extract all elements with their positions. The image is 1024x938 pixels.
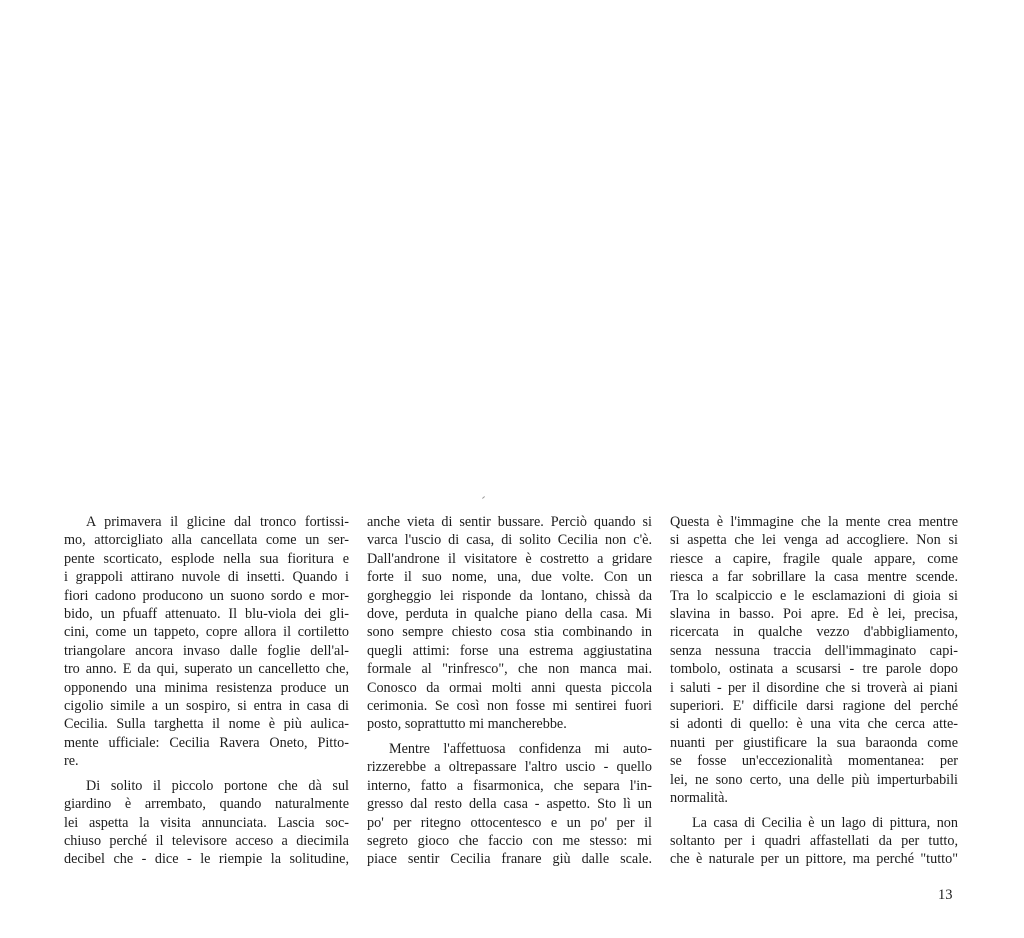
text-line: varca l'uscio di casa, di solito Cecilia non c'è. <box>367 532 652 549</box>
text-line: nuanti per giustificare la sua baraonda come <box>670 734 958 751</box>
text-line: posto, soprattutto mi mancherebbe. <box>367 716 567 733</box>
text-line: re. <box>64 753 79 770</box>
text-line: Di solito il piccolo portone che dà sul <box>86 777 349 794</box>
text-line: lei, ne sono certo, una delle più imperturbabili <box>670 771 958 788</box>
text-line: segreto gioco che faccio con me stesso: mi <box>367 832 652 849</box>
text-column-1 <box>64 513 349 869</box>
text-line: lei aspetta la visita annunciata. Lascia soc- <box>64 814 349 831</box>
text-line: mente ufficiale: Cecilia Ravera Oneto, Pitto- <box>64 734 349 751</box>
text-line: cigolio simile a un sospiro, si entra in casa di <box>64 698 349 715</box>
text-line: soltanto per i quadri affastellati da per tutto, <box>670 832 958 849</box>
text-line: Dall'androne il visitatore è costretto a gridare <box>367 550 652 567</box>
text-line: fiori cadono producono un suono sordo e mor- <box>64 587 349 604</box>
text-line: chiuso perché il televisore acceso a diecimila <box>64 832 349 849</box>
text-line: pente scorticato, esplode nella sua fioritura e <box>64 550 349 567</box>
text-line: triangolare ancora invaso dalle foglie dell'al- <box>64 642 349 659</box>
text-line: piace sentir Cecilia franare giù dalle scale. <box>367 851 652 868</box>
text-line: tombolo, ostinata a scusarsi - tre parole dopo <box>670 661 958 678</box>
text-column-3 <box>670 513 958 869</box>
text-line: po' per ritegno ottocentesco e un po' per il <box>367 814 652 831</box>
text-line: sono sempre chiesto cosa stia combinando in <box>367 624 652 641</box>
text-line: ricercata in qualche vezzo d'abbigliamento, <box>670 624 958 641</box>
text-line: forte il suo nome, una, due volte. Con un <box>367 569 652 586</box>
text-line: Cecilia. Sulla targhetta il nome è più aulica- <box>64 716 349 733</box>
text-line: opponendo una minima resistenza produce un <box>64 679 349 696</box>
scan-speck <box>482 496 485 499</box>
text-line: gorgheggio lei risponde da lontano, chissà da <box>367 587 652 604</box>
text-line: riesca a far sobrillare la casa mentre scende. <box>670 569 958 586</box>
text-column-2 <box>367 513 652 869</box>
text-line: si aspetta che lei venga ad accogliere. Non si <box>670 532 958 549</box>
text-line: i grappoli attirano nuvole di insetti. Quando i <box>64 569 349 586</box>
text-line: anche vieta di sentir bussare. Perciò quando si <box>367 514 652 530</box>
text-line: Conosco da ormai molti anni questa piccola <box>367 679 652 696</box>
text-line: Mentre l'affettuosa confidenza mi auto- <box>389 740 652 757</box>
text-line: decibel che - dice - le riempie la solitudine, <box>64 851 349 868</box>
text-line: superiori. E' difficile darsi ragione del perché <box>670 698 958 715</box>
text-line: normalità. <box>670 790 728 807</box>
text-line: mo, attorcigliato alla cancellata come un ser- <box>64 532 349 549</box>
text-line: cini, come un tappeto, copre allora il cortiletto <box>64 624 349 641</box>
text-line: A primavera il glicine dal tronco fortissi- <box>86 514 349 530</box>
text-line: tro anno. E da qui, superato un cancelletto che, <box>64 661 349 678</box>
text-line: Questa è l'immagine che la mente crea mentre <box>670 514 958 530</box>
text-line: dove, perduta in qualche piano della casa. Mi <box>367 606 652 623</box>
text-line: giardino è arrembato, quando naturalmente <box>64 796 349 813</box>
text-line: gresso dal resto della casa - aspetto. Sto lì un <box>367 796 652 813</box>
text-line: interno, fatto a fisarmonica, che separa l'in- <box>367 777 652 794</box>
text-line: quegli attimi: forse una estrema aggiustatina <box>367 642 652 659</box>
text-line: riesce a capire, fragile quale appare, come <box>670 550 958 567</box>
page-number: 13 <box>938 887 953 903</box>
text-line: i saluti - per il disordine che si troverà ai piani <box>670 679 958 696</box>
text-line: che è naturale per un pittore, ma perché "tutto" <box>670 851 958 868</box>
text-line: cerimonia. Se così non fosse mi sentirei fuori <box>367 698 652 715</box>
text-line: slavina in basso. Poi apre. Ed è lei, precisa, <box>670 606 958 623</box>
text-line: si adonti di quello: è una vita che cerca atte- <box>670 716 958 733</box>
text-line: formale al "rinfresco", che non manca mai. <box>367 661 652 678</box>
text-line: bido, un pfuaff attenuato. Il blu-viola dei gli- <box>64 606 349 623</box>
text-line: senza nessuna traccia dell'immaginato capi- <box>670 642 958 659</box>
text-line: rizzerebbe a oltrepassare l'altro uscio - quello <box>367 759 652 776</box>
text-line: Tra lo scalpiccio e le esclamazioni di gioia si <box>670 587 958 604</box>
text-line: La casa di Cecilia è un lago di pittura, non <box>692 814 958 831</box>
text-line: se fosse un'eccezionalità momentanea: per <box>670 753 958 770</box>
